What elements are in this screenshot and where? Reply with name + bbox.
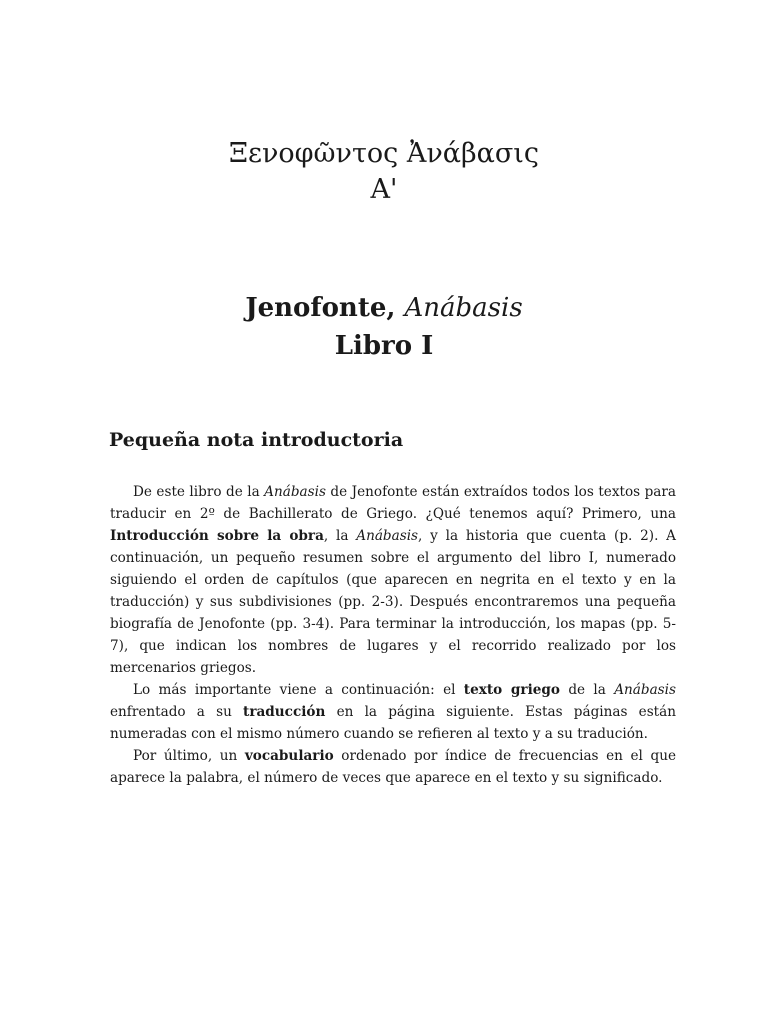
paragraph-2-bold-traduccion: traducción xyxy=(243,704,326,720)
title-author: Jenofonte xyxy=(245,293,387,323)
paragraph-3 xyxy=(110,745,676,789)
paragraph-1-italic-anabasis-b: Anábasis xyxy=(356,528,419,544)
paragraph-1-text-d: , y la historia que cuenta (p. 2). A continuación, un pequeño resumen sobre el argumento del libro I, numerado siguiendo el orden de capítulos (que aparecen en negrita en el texto y en la traducción) y sus subdivisiones (pp. 2-3). Después encontraremos una pequeña biografía de Jenofonte (pp. 3-4). Para terminar la introducción, los mapas (pp. 5-7), que indican los nombres de lugares y el recorrido realizado por los mercenarios griegos. xyxy=(110,528,677,676)
title-author-line xyxy=(0,289,768,327)
paragraph-1-bold-introduccion: Introducción sobre la obra xyxy=(110,528,324,544)
paragraph-1-italic-anabasis-a: Anábasis xyxy=(264,484,326,500)
paragraph-2-text-c: enfrentado a su xyxy=(110,704,244,720)
paragraph-3-bold-vocabulario: vocabulario xyxy=(244,748,334,764)
greek-title-line-2: Α' xyxy=(370,174,398,205)
paragraph-2-text-d: en la página siguiente. Estas páginas están numeradas con el mismo número cuando se refieren al texto y a su tradución. xyxy=(110,704,676,742)
paragraph-1-text-a: De este libro de la xyxy=(133,484,265,500)
paragraph-1-text-b: de Jenofonte están extraídos todos los textos para traducir en 2º de Bachillerato de Griego. ¿Qué tenemos aquí? Primero, una xyxy=(110,484,677,522)
paragraph-3-text-a: Por último, un xyxy=(133,748,245,764)
title-book: Libro I xyxy=(334,331,434,361)
paragraph-1 xyxy=(110,481,676,679)
paragraph-2-text-b: de la xyxy=(559,682,615,698)
main-title xyxy=(0,289,768,365)
paragraph-2-bold-texto-griego: texto griego xyxy=(463,682,560,698)
paragraph-2-text-a: Lo más importante viene a continuación: el xyxy=(133,682,464,698)
paragraph-1-text-c: , la xyxy=(323,528,357,544)
paragraph-2 xyxy=(110,679,676,745)
title-work: Anábasis xyxy=(404,293,523,323)
paragraph-2-italic-anabasis: Anábasis xyxy=(614,682,676,698)
body-text xyxy=(110,481,676,789)
section-heading: Pequeña nota introductoria xyxy=(109,429,404,451)
paragraph-3-text-b: ordenado por índice de frecuencias en el que aparece la palabra, el número de veces que aparece en el texto y su significado. xyxy=(110,748,676,786)
greek-title-line-1: Ξενοφῶντος Ἀνάβασις xyxy=(228,138,539,169)
title-separator: , xyxy=(386,293,405,323)
greek-title xyxy=(0,136,768,208)
